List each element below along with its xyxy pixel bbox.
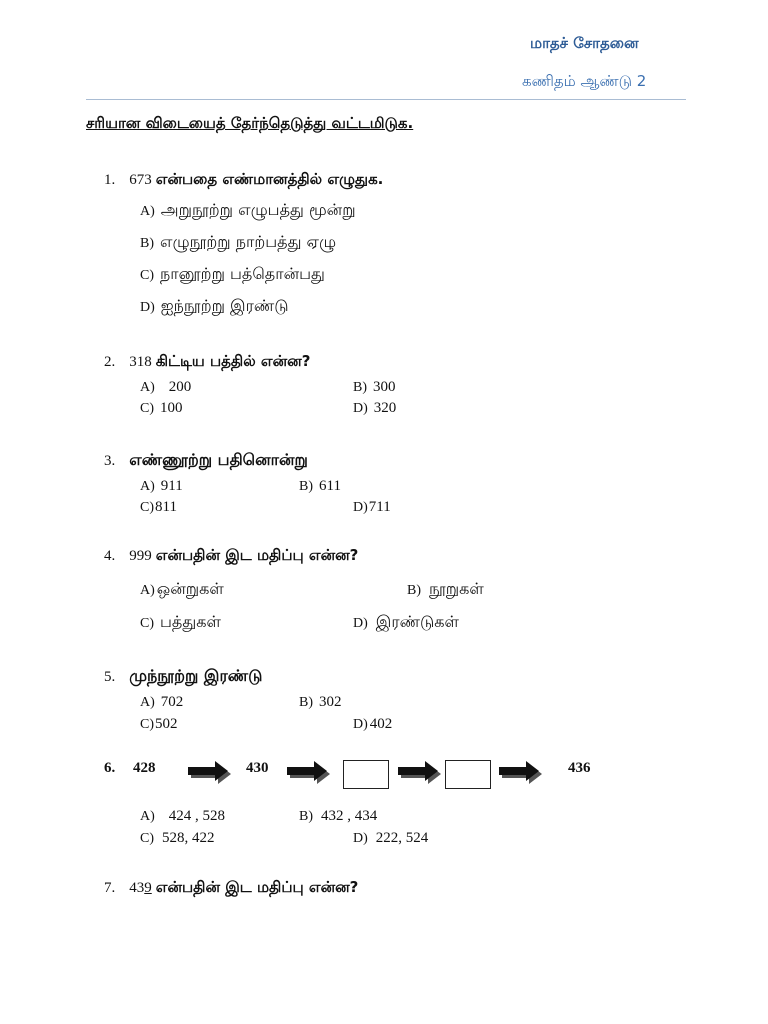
option-letter: D) <box>353 616 368 631</box>
sequence-end: 436 <box>568 760 591 776</box>
option-text: எழுநூற்று நாற்பத்து ஏழு <box>160 232 337 251</box>
option-text: 528, 422 <box>162 830 215 846</box>
option-a[interactable] <box>140 808 225 825</box>
option-a[interactable] <box>140 694 183 711</box>
option-letter: D) <box>353 831 368 846</box>
option-letter: B) <box>353 380 367 395</box>
option-c[interactable] <box>140 612 221 633</box>
option-text: பத்துகள் <box>160 612 221 631</box>
question-number: 3. <box>104 453 116 469</box>
option-letter: D) <box>353 401 368 416</box>
option-letter: A) <box>140 809 155 824</box>
option-text: 402 <box>369 716 393 732</box>
option-text: இரண்டுகள் <box>375 612 459 631</box>
question-text: கிட்டிய பத்தில் என்ன? <box>155 352 311 370</box>
option-text: 811 <box>155 499 177 515</box>
option-letter: D) <box>353 717 368 732</box>
option-letter: A) <box>140 583 155 598</box>
option-text: நூறுகள் <box>429 579 484 598</box>
option-letter: B) <box>140 236 154 251</box>
page-title: மாதச் சோதனை <box>530 34 639 52</box>
option-b[interactable] <box>140 232 336 253</box>
question-value: 318 <box>129 354 152 370</box>
question-value: 999 <box>129 548 152 564</box>
option-text: 424 , 528 <box>168 808 226 824</box>
option-letter: B) <box>299 809 313 824</box>
option-a[interactable] <box>140 579 224 600</box>
option-c[interactable] <box>140 716 178 733</box>
question-text: என்பதின் இட மதிப்பு என்ன? <box>155 546 359 564</box>
option-d[interactable] <box>353 830 428 847</box>
option-text: 911 <box>160 478 183 494</box>
option-b[interactable] <box>407 579 484 600</box>
option-a[interactable] <box>140 478 183 495</box>
option-d[interactable] <box>353 499 391 516</box>
answer-box[interactable] <box>445 760 491 789</box>
option-d[interactable] <box>353 612 459 633</box>
option-letter: A) <box>140 695 155 710</box>
option-b[interactable] <box>299 478 341 495</box>
header-divider <box>86 99 686 100</box>
option-text: 702 <box>160 694 184 710</box>
option-d[interactable] <box>353 400 396 417</box>
option-text: ஐந்நூற்று இரண்டு <box>160 296 289 315</box>
option-text: 502 <box>155 716 178 732</box>
answer-box[interactable] <box>343 760 389 789</box>
option-letter: D) <box>140 300 155 315</box>
option-text: 711 <box>368 499 391 515</box>
option-a[interactable] <box>140 200 356 221</box>
option-letter: C) <box>140 717 154 732</box>
option-b[interactable] <box>353 379 396 396</box>
option-text: நானூற்று பத்தொன்பது <box>160 264 325 283</box>
question-number: 4. <box>104 548 116 564</box>
question-value: 43 <box>129 880 145 896</box>
instruction: சரியான விடையைத் தேர்ந்தெடுத்து வட்டமிடுக. <box>86 114 414 132</box>
option-d[interactable] <box>353 716 392 733</box>
question-text: எண்ணூற்று பதினொன்று <box>129 450 308 469</box>
question-number: 7. <box>104 880 116 896</box>
option-letter: B) <box>407 583 421 598</box>
page-subtitle: கணிதம் ஆண்டு 2 <box>522 72 647 90</box>
option-letter: B) <box>299 695 313 710</box>
underlined-digit: 9 <box>144 880 152 896</box>
option-text: 611 <box>319 478 341 494</box>
option-d[interactable] <box>140 296 289 317</box>
option-letter: C) <box>140 500 154 515</box>
option-b[interactable] <box>299 694 342 711</box>
question-text: முந்நூற்று இரண்டு <box>129 666 263 685</box>
arrow-right-icon <box>188 759 234 785</box>
option-letter: C) <box>140 268 154 283</box>
option-letter: C) <box>140 831 154 846</box>
option-text: 222, 524 <box>375 830 429 846</box>
sequence-second: 430 <box>246 760 269 776</box>
option-letter: B) <box>299 479 313 494</box>
option-c[interactable] <box>140 400 183 417</box>
option-letter: D) <box>353 500 368 515</box>
option-c[interactable] <box>140 830 215 847</box>
question-number: 1. <box>104 172 116 188</box>
option-b[interactable] <box>299 808 377 825</box>
question-value: 673 <box>129 172 152 188</box>
option-letter: A) <box>140 380 155 395</box>
option-letter: A) <box>140 479 155 494</box>
option-text: ஒன்றுகள் <box>156 579 224 598</box>
option-text: 100 <box>160 400 183 416</box>
arrow-right-icon <box>398 759 444 785</box>
question-text: என்பதின் இட மதிப்பு என்ன? <box>155 878 359 896</box>
option-letter: C) <box>140 616 154 631</box>
option-c[interactable] <box>140 264 325 285</box>
option-text: அறுநூற்று எழுபத்து மூன்று <box>160 200 356 219</box>
arrow-right-icon <box>499 759 545 785</box>
arrow-right-icon <box>287 759 333 785</box>
question-number: 6. <box>104 760 116 776</box>
option-text: 302 <box>319 694 342 710</box>
option-text: 300 <box>373 379 396 395</box>
question-text: என்பதை எண்மானத்தில் எழுதுக. <box>155 170 384 188</box>
sequence-start: 428 <box>133 760 156 776</box>
option-letter: A) <box>140 204 155 219</box>
option-a[interactable] <box>140 379 191 396</box>
option-letter: C) <box>140 401 154 416</box>
option-text: 200 <box>168 379 192 395</box>
option-c[interactable] <box>140 499 177 516</box>
question-number: 5. <box>104 669 116 685</box>
option-text: 432 , 434 <box>321 808 378 824</box>
option-text: 320 <box>373 400 397 416</box>
question-number: 2. <box>104 354 116 370</box>
